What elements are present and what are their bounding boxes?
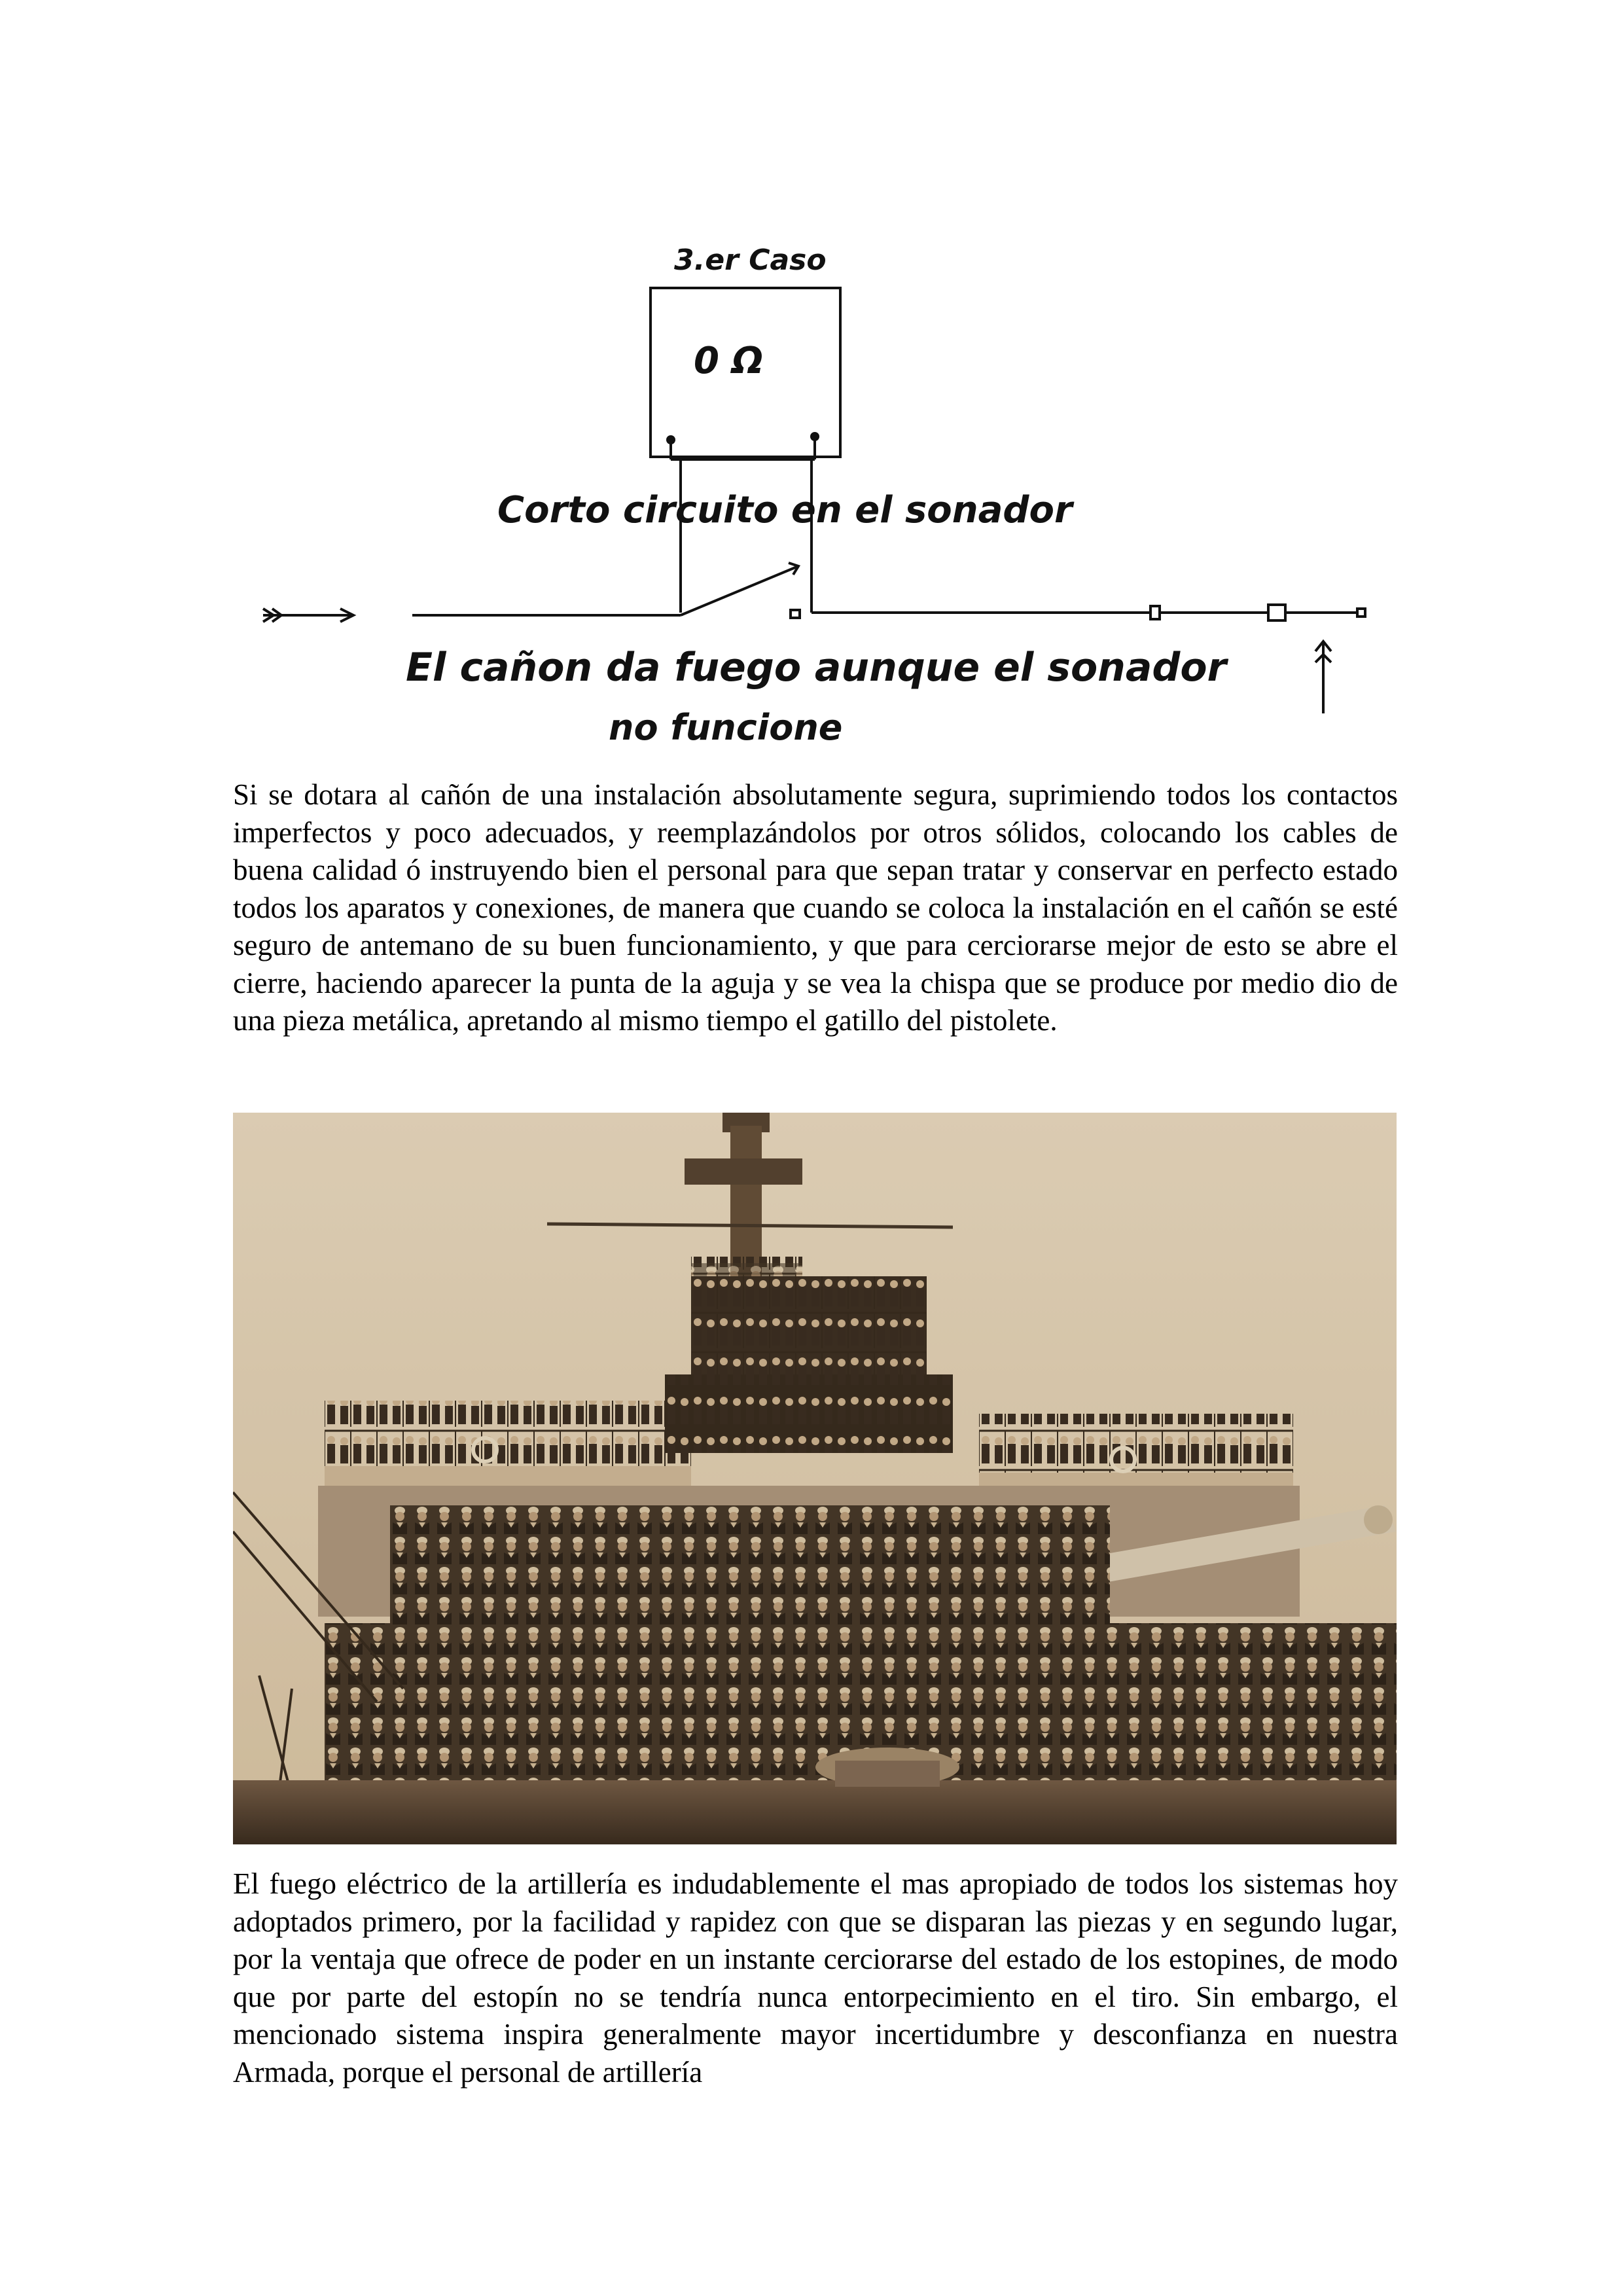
main-line [412, 563, 1152, 618]
paragraph-1: Si se dotara al cañón de una instalación absolutamente segura, suprimiendo todos los contactos imperfectos y poco adecuados, y reemplazándolos por otros sólidos, colocando los cables de buena calidad ó instruyendo bien el personal para que sepan tratar y conservar en perfecto estado todos los aparatos y conexiones, de manera que cuando se coloca la instalación en el cañón se esté seguro de antemano de su buen funcionamiento, y que para cerciorarse mejor de esto se abre el cierre, haciendo aparecer la punta de la aguja y se vea la chispa que se produce por medio dio de una pieza metálica, apretando al mismo tiempo el gatillo del pistolete. [233, 778, 1398, 1037]
circuit-diagram [236, 223, 1387, 746]
caption-line-2: no funcione [609, 707, 843, 746]
case-label: 3.er Caso [674, 243, 827, 277]
short-circuit-label: Corto circuito en el sonador [497, 489, 1073, 531]
caption-line-1: El cañon da fuego aunque el sonador [406, 645, 1227, 691]
input-arrow [263, 609, 353, 622]
paragraph-2: El fuego eléctrico de la artillería es indudablemente el mas apropiado de todos los sistemas hoy adoptados primero, por la facilidad y rapidez con que se disparan las piezas y en segundo lugar, por la ventaja que ofrece de poder en un instante cerciorarse del estado de los estopines, de modo que por parte del estopín no se tendría nunca entorpecimiento en el tiro. Sin embargo, el mencionado sistema inspira generalmente mayor incertidumbre y desconfianza en nuestra Armada, porque el personal de artillería [233, 1867, 1398, 2089]
down-arrow [1315, 641, 1331, 713]
firing-pin [1150, 605, 1365, 620]
crew-photograph [233, 1113, 1397, 1844]
resistance-label: 0 Ω [694, 340, 764, 382]
